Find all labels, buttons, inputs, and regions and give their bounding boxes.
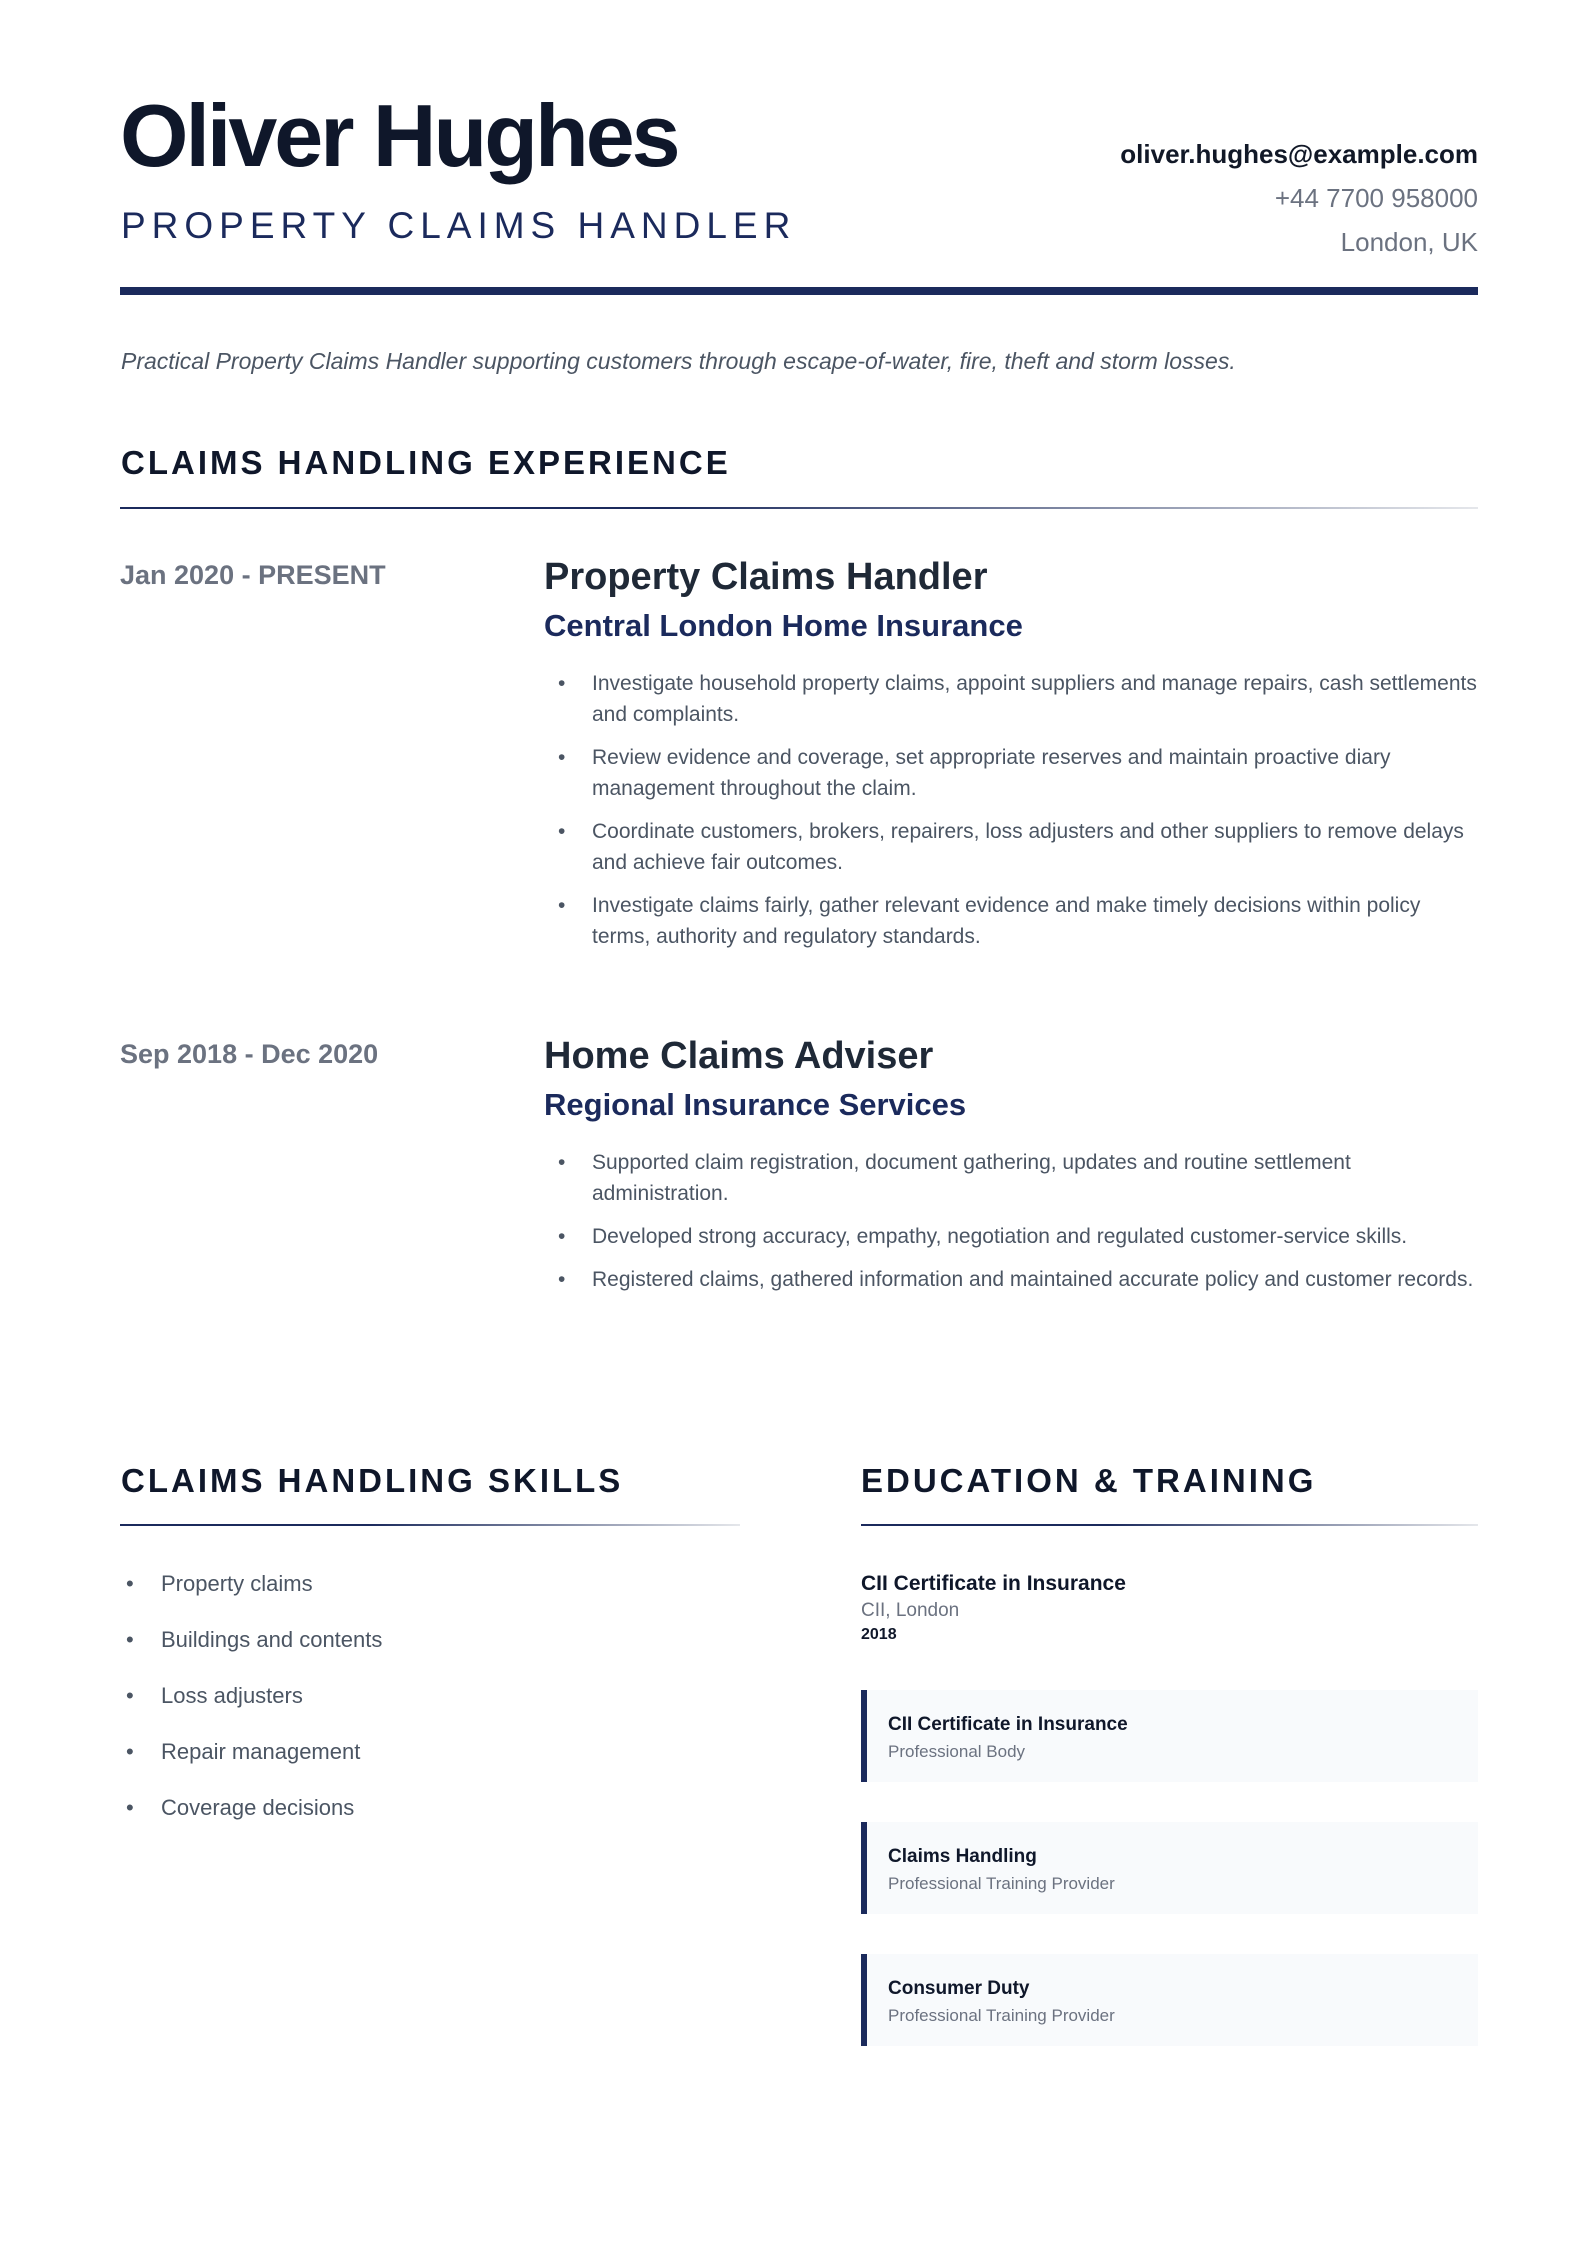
training-card bbox=[861, 1822, 1478, 1914]
contact-phone[interactable]: +44 7700 958000 bbox=[1274, 183, 1478, 213]
job-bullet: • Coordinate customers, brokers, repairers, loss adjusters and other suppliers to remove delays and achieve fair outcomes. bbox=[558, 820, 1464, 874]
profile-summary: Practical Property Claims Handler supporting customers through escape-of-water, fire, theft and storm losses. bbox=[121, 348, 1236, 374]
job-bullets bbox=[544, 668, 1478, 952]
education-primary bbox=[861, 1572, 1126, 1644]
skill-item: • Buildings and contents bbox=[126, 1627, 383, 1652]
training-title: Claims Handling bbox=[888, 1846, 1037, 1867]
header-divider bbox=[120, 287, 1478, 295]
training-title: CII Certificate in Insurance bbox=[888, 1714, 1128, 1735]
training-provider: Professional Training Provider bbox=[888, 1874, 1115, 1893]
job-dates: Sep 2018 - Dec 2020 bbox=[120, 1039, 379, 1069]
training-provider: Professional Training Provider bbox=[888, 2006, 1115, 2025]
training-provider: Professional Body bbox=[888, 1742, 1026, 1761]
skill-item: • Loss adjusters bbox=[126, 1683, 303, 1708]
contact-email[interactable]: oliver.hughes@example.com bbox=[1120, 139, 1478, 169]
job-bullet: • Registered claims, gathered information and maintained accurate policy and customer records. bbox=[558, 1268, 1474, 1291]
job-bullet: • Supported claim registration, document gathering, updates and routine settlement administration. bbox=[558, 1151, 1351, 1205]
skills-divider bbox=[120, 1524, 740, 1526]
job-bullet: • Investigate household property claims, appoint suppliers and manage repairs, cash settlements and complaints. bbox=[558, 672, 1477, 726]
candidate-name: Oliver Hughes bbox=[120, 86, 678, 185]
job-bullet: • Review evidence and coverage, set appropriate reserves and maintain proactive diary management throughout the claim. bbox=[558, 746, 1391, 800]
education-year: 2018 bbox=[861, 1626, 897, 1643]
training-title: Consumer Duty bbox=[888, 1978, 1030, 1999]
job-title: Property Claims Handler bbox=[544, 556, 988, 598]
job-title: Home Claims Adviser bbox=[544, 1035, 934, 1077]
job-company: Regional Insurance Services bbox=[544, 1087, 967, 1122]
candidate-role: PROPERTY CLAIMS HANDLER bbox=[121, 205, 797, 246]
job-bullet: • Investigate claims fairly, gather relevant evidence and make timely decisions within policy terms, authority and regulatory standards. bbox=[558, 894, 1421, 948]
skills-list bbox=[120, 1571, 740, 1851]
skill-item: • Coverage decisions bbox=[126, 1795, 355, 1820]
job-dates: Jan 2020 - PRESENT bbox=[120, 560, 386, 590]
training-card bbox=[861, 1954, 1478, 2046]
experience-heading: CLAIMS HANDLING EXPERIENCE bbox=[121, 444, 731, 481]
contact-location: London, UK bbox=[1340, 227, 1478, 257]
education-institution: CII, London bbox=[861, 1600, 960, 1621]
job-company: Central London Home Insurance bbox=[544, 608, 1023, 643]
contact-block bbox=[1120, 132, 1478, 264]
job-bullets bbox=[544, 1147, 1478, 1295]
job-bullet: • Developed strong accuracy, empathy, negotiation and regulated customer-service skills. bbox=[558, 1225, 1408, 1248]
experience-divider bbox=[120, 507, 1478, 509]
education-divider bbox=[861, 1524, 1478, 1526]
education-title: CII Certificate in Insurance bbox=[861, 1572, 1126, 1595]
skill-item: • Repair management bbox=[126, 1739, 361, 1764]
skills-heading: CLAIMS HANDLING SKILLS bbox=[121, 1462, 624, 1499]
skill-item: • Property claims bbox=[126, 1571, 313, 1596]
education-heading: EDUCATION & TRAINING bbox=[861, 1462, 1317, 1499]
training-card bbox=[861, 1690, 1478, 1782]
